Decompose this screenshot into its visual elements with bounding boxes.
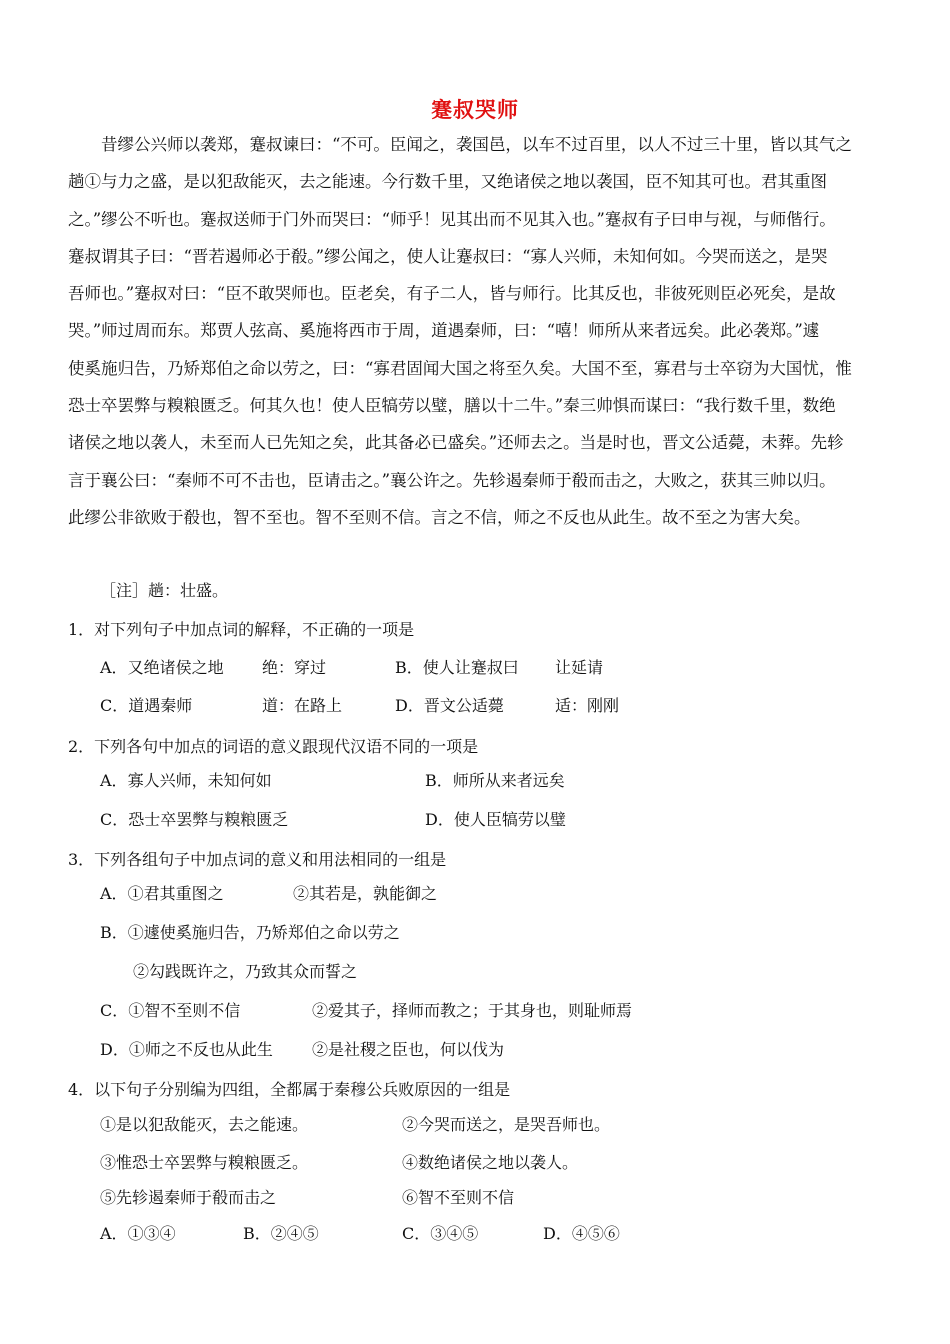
q3-option-c-second: ②爱其子，择师而教之；于其身也，则耻师焉	[312, 1001, 633, 1020]
option-letter: B．	[395, 658, 423, 677]
q3-option-d	[100, 1037, 273, 1060]
passage-line: 恐士卒罢弊与糗粮匮乏。何其久也！使人臣犒劳以璧，膳以十二牛。”秦三帅惧而谋曰：“我行数千里，数绝	[68, 396, 836, 416]
option-letter: C．	[100, 696, 129, 715]
option-letter: A．	[100, 1224, 128, 1243]
option-text: ①③④	[127, 1224, 176, 1243]
option-text: 道遇秦师	[128, 696, 193, 715]
option-letter: B．	[243, 1224, 271, 1243]
q1-option-b	[395, 655, 519, 678]
option-text: ①师之不反也从此生	[128, 1040, 273, 1059]
q1-option-a-gloss: 绝：穿过	[262, 658, 327, 677]
option-text: ①智不至则不信	[128, 1001, 241, 1020]
q4-item: ③惟恐士卒罢弊与糗粮匮乏。	[100, 1153, 309, 1172]
q1-option-d-gloss: 适：刚刚	[555, 696, 620, 715]
q4-option-b	[243, 1221, 319, 1244]
option-letter: C．	[100, 1001, 129, 1020]
option-letter: C．	[402, 1224, 431, 1243]
q1-option-b-gloss: 让延请	[555, 658, 604, 677]
question-1-stem: 1．对下列句子中加点词的解释，不正确的一项是	[68, 620, 415, 639]
option-text: ②④⑤	[270, 1224, 319, 1243]
q4-option-a	[100, 1221, 176, 1244]
q4-item: ④数绝诸侯之地以袭人。	[402, 1153, 579, 1172]
passage-line: 哭。”师过周而东。郑贾人弦高、奚施将西市于周，道遇秦师，曰：“嘻！师所从来者远矣。此必袭郑。”遽	[68, 321, 820, 341]
passage-line: 言于襄公曰：“秦师不可不击也，臣请击之。”襄公许之。先轸遏秦师于殽而击之，大败之，获其三帅以归。	[68, 470, 836, 490]
q3-option-d-second: ②是社稷之臣也，何以伐为	[312, 1040, 505, 1059]
option-letter: B．	[100, 923, 128, 942]
passage-line: 使奚施归告，乃矫郑伯之命以劳之，曰：“寡君固闻大国之将至久矣。大国不至，寡君与士卒窃为大国忧，惟	[68, 358, 852, 378]
question-3-stem: 3．下列各组句子中加点词的意义和用法相同的一组是	[68, 850, 447, 869]
q2-option-c	[100, 807, 288, 830]
option-text: 恐士卒罢弊与糗粮匮乏	[128, 810, 289, 829]
option-text: 又绝诸侯之地	[127, 658, 224, 677]
q4-option-c	[402, 1221, 478, 1244]
option-letter: B．	[425, 771, 453, 790]
option-letter: C．	[100, 810, 129, 829]
q1-option-c-gloss: 道：在路上	[262, 696, 343, 715]
passage-line: 之。”缪公不听也。蹇叔送师于门外而哭曰：“师乎！见其出而不见其入也。”蹇叔有子曰申与视，与师偕行。	[68, 209, 836, 229]
option-letter: D．	[543, 1224, 572, 1243]
option-text: 使人臣犒劳以璧	[453, 810, 566, 829]
option-letter: A．	[100, 884, 128, 903]
page-title: 蹇叔哭师	[431, 97, 519, 122]
passage-line: 吾师也。”蹇叔对曰：“臣不敢哭师也。臣老矣，有子二人，皆与师行。比其反也，非彼死则臣必死矣，是故	[68, 284, 836, 304]
option-text: ③④⑤	[430, 1224, 479, 1243]
option-letter: A．	[100, 658, 128, 677]
q4-item: ⑥智不至则不信	[402, 1188, 515, 1207]
question-4-stem: 4．以下句子分别编为四组，全都属于秦穆公兵败原因的一组是	[68, 1080, 511, 1099]
q4-option-d	[543, 1221, 620, 1244]
passage	[68, 126, 903, 536]
q1-option-d	[395, 693, 504, 716]
option-text: ①君其重图之	[127, 884, 224, 903]
option-letter: A．	[100, 771, 128, 790]
q3-option-c	[100, 998, 240, 1021]
passage-line: 趟①与力之盛，是以犯敌能灭，去之能速。今行数千里，又绝诸侯之地以袭国，臣不知其可也。君其重图	[68, 172, 827, 192]
option-text: ①遽使奚施归告，乃矫郑伯之命以劳之	[127, 923, 400, 942]
question-2-stem: 2．下列各句中加点的词语的意义跟现代汉语不同的一项是	[68, 737, 479, 756]
q4-item: ①是以犯敌能灭，去之能速。	[100, 1115, 309, 1134]
option-text: 晋文公适薨	[423, 696, 504, 715]
passage-line: 诸侯之地以袭人，未至而人已先知之矣，此其备必已盛矣。”还师去之。当是时也，晋文公适薨，未葬。先轸	[68, 433, 844, 453]
option-text: 使人让蹇叔曰	[422, 658, 519, 677]
option-letter: D．	[395, 696, 424, 715]
footnote: ［注］趟：壮盛。	[100, 581, 229, 600]
option-text: 寡人兴师，未知何如	[127, 771, 272, 790]
passage-line: 蹇叔谓其子曰：“晋若遏师必于殽。”缪公闻之，使人让蹇叔曰：“寡人兴师，未知何如。今哭而送之，是哭	[68, 246, 828, 266]
option-text: 师所从来者远矣	[452, 771, 565, 790]
q2-option-d	[425, 807, 566, 830]
q3-option-a-second: ②其若是，孰能御之	[293, 884, 438, 903]
passage-line: 昔缪公兴师以袭郑，蹇叔谏曰：“不可。臣闻之，袭国邑，以车不过百里，以人不过三十里，皆以其气之	[101, 135, 852, 154]
q2-option-b	[425, 768, 565, 791]
q1-option-a	[100, 655, 224, 678]
q4-item: ⑤先轸遏秦师于殽而击之	[100, 1188, 277, 1207]
q4-item: ②今哭而送之，是哭吾师也。	[402, 1115, 611, 1134]
option-letter: D．	[425, 810, 454, 829]
q3-option-b	[100, 920, 400, 943]
q3-option-a	[100, 881, 224, 904]
passage-line: 此缪公非欲败于殽也，智不至也。智不至则不信。言之不信，师之不反也从此生。故不至之为害大矣。	[68, 507, 811, 527]
q2-option-a	[100, 768, 272, 791]
option-text: ④⑤⑥	[571, 1224, 620, 1243]
q3-option-b-second: ②勾践既许之，乃致其众而誓之	[133, 962, 358, 981]
q1-option-c	[100, 693, 192, 716]
option-letter: D．	[100, 1040, 129, 1059]
